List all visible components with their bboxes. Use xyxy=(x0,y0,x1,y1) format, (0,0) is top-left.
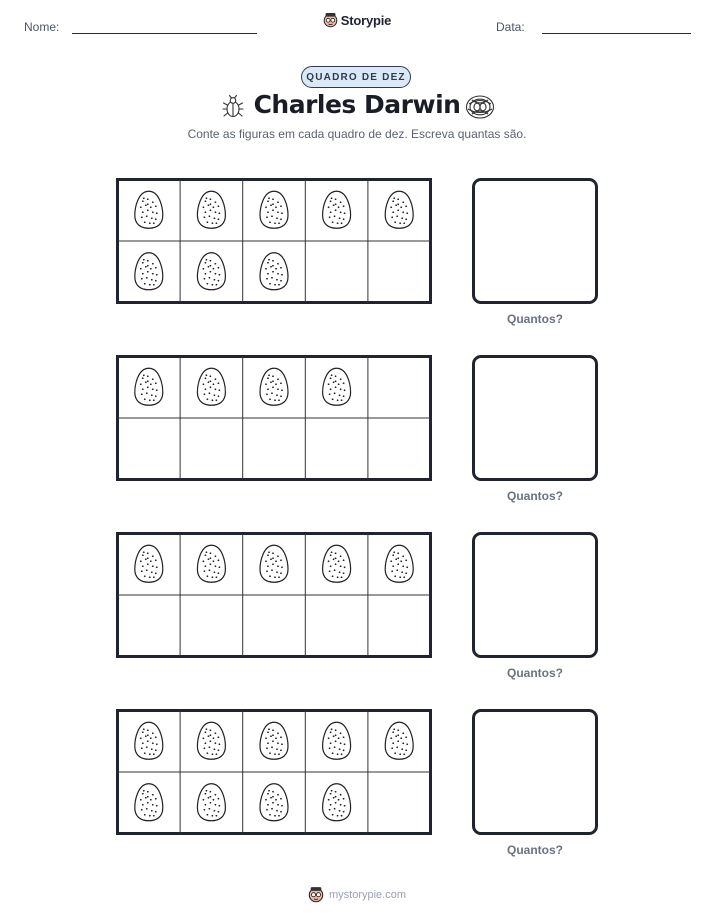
ten-frame-4 xyxy=(116,709,432,835)
ten-frame-2 xyxy=(116,355,432,481)
speckled-egg-icon xyxy=(135,784,163,821)
brand-name: Storypie xyxy=(340,12,392,28)
page-title: Charles Darwin xyxy=(253,90,461,119)
answer-label-2: Quantos? xyxy=(507,489,563,503)
date-line[interactable] xyxy=(542,33,691,34)
speckled-egg-icon xyxy=(385,545,413,582)
footer xyxy=(0,886,714,903)
speckled-egg-icon xyxy=(197,784,225,821)
speckled-egg-icon xyxy=(135,253,163,290)
speckled-egg-icon xyxy=(260,545,288,582)
answer-box-1[interactable] xyxy=(472,178,598,304)
speckled-egg-icon xyxy=(135,722,163,759)
speckled-egg-icon xyxy=(135,191,163,228)
answer-box-2[interactable] xyxy=(472,355,598,481)
answer-label-1: Quantos? xyxy=(507,312,563,326)
ten-frame-1 xyxy=(116,178,432,304)
speckled-egg-icon xyxy=(260,784,288,821)
speckled-egg-icon xyxy=(197,253,225,290)
answer-label-4: Quantos? xyxy=(507,843,563,857)
speckled-egg-icon xyxy=(260,722,288,759)
instructions: Conte as figuras em cada quadro de dez. Escreva quantas são. xyxy=(187,127,527,141)
speckled-egg-icon xyxy=(197,368,225,405)
speckled-egg-icon xyxy=(323,545,351,582)
speckled-egg-icon xyxy=(323,784,351,821)
answer-box-4[interactable] xyxy=(472,709,598,835)
answer-label-3: Quantos? xyxy=(507,666,563,680)
answer-box-3[interactable] xyxy=(472,532,598,658)
storypie-mascot-icon xyxy=(323,12,338,28)
speckled-egg-icon xyxy=(260,191,288,228)
name-line[interactable] xyxy=(72,33,257,34)
speckled-egg-icon xyxy=(135,545,163,582)
date-label: Data: xyxy=(496,20,525,34)
speckled-egg-icon xyxy=(135,368,163,405)
speckled-egg-icon xyxy=(260,253,288,290)
name-label: Nome: xyxy=(24,20,60,34)
speckled-egg-icon xyxy=(323,722,351,759)
speckled-egg-icon xyxy=(323,368,351,405)
footer-url: mystorypie.com xyxy=(328,888,407,901)
speckled-egg-icon xyxy=(323,191,351,228)
brand-logo xyxy=(0,12,714,28)
speckled-egg-icon xyxy=(385,191,413,228)
storypie-mascot-icon xyxy=(308,886,324,903)
speckled-egg-icon xyxy=(385,722,413,759)
speckled-egg-icon xyxy=(197,722,225,759)
speckled-egg-icon xyxy=(197,545,225,582)
worksheet-type-badge: QUADRO DE DEZ xyxy=(301,66,411,88)
speckled-egg-icon xyxy=(197,191,225,228)
nest-icon xyxy=(464,94,496,120)
speckled-egg-icon xyxy=(260,368,288,405)
ten-frame-3 xyxy=(116,532,432,658)
